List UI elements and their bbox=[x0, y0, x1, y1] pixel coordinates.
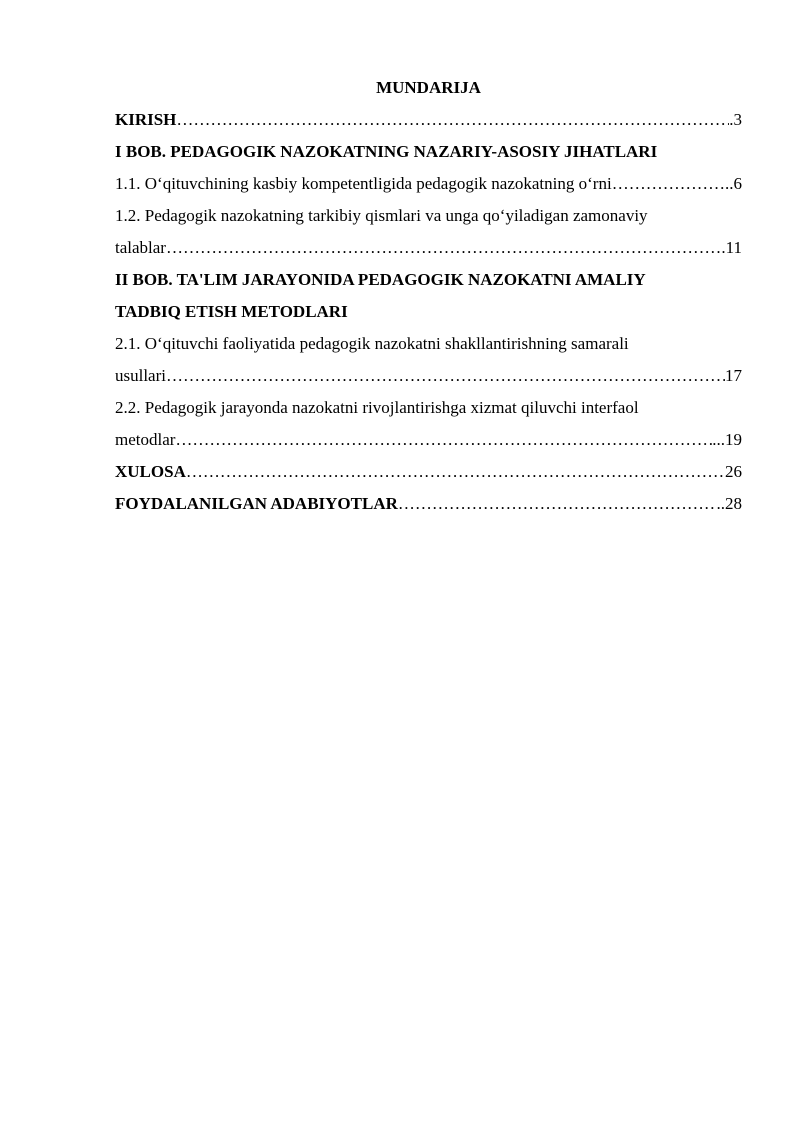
toc-entry-adabiyotlar[interactable] bbox=[115, 488, 742, 520]
toc-chapter-2-heading-line-2[interactable] bbox=[115, 296, 742, 328]
toc-page-number: 26 bbox=[725, 462, 742, 481]
toc-page-number: 6 bbox=[733, 174, 742, 193]
toc-leader-dots bbox=[166, 232, 721, 264]
toc-entry-text: I BOB. PEDAGOGIK NAZOKATNING NAZARIY-ASOSIY JIHATLARI bbox=[115, 142, 658, 161]
toc-title: MUNDARIJA bbox=[376, 78, 481, 97]
toc-entry-text: talablar bbox=[115, 238, 166, 257]
toc-chapter-2-heading-line-1[interactable] bbox=[115, 264, 742, 296]
toc-entry-text: 1.2. Pedagogik nazokatning tarkibiy qismlari va unga qo‘yiladigan zamonaviy bbox=[115, 206, 648, 225]
toc-leader-dots bbox=[398, 488, 717, 520]
toc-leader-end: .. bbox=[716, 494, 725, 513]
toc-entry-2-1-line-1[interactable] bbox=[115, 328, 742, 360]
toc-leader-dots bbox=[186, 456, 725, 488]
toc-leader-dots bbox=[175, 424, 712, 456]
toc-entry-1-2-line-1[interactable] bbox=[115, 200, 742, 232]
toc-entry-text: usullari bbox=[115, 366, 166, 385]
toc-page-number: 3 bbox=[733, 110, 742, 129]
toc-page-number: 17 bbox=[725, 366, 742, 385]
toc-entry-text: KIRISH bbox=[115, 110, 177, 129]
toc-entry-2-2-line-2[interactable] bbox=[115, 424, 742, 456]
toc-page-number: 11 bbox=[725, 238, 742, 257]
toc-page-number: 19 bbox=[725, 430, 742, 449]
table-of-contents bbox=[115, 72, 742, 520]
toc-entry-text: metodlar bbox=[115, 430, 176, 449]
toc-chapter-1-heading[interactable] bbox=[115, 136, 742, 168]
toc-leader-dots bbox=[612, 168, 725, 200]
toc-entry-2-1-line-2[interactable] bbox=[115, 360, 742, 392]
toc-leader-end: ... bbox=[712, 430, 725, 449]
toc-entry-text: FOYDALANILGAN ADABIYOTLAR bbox=[115, 494, 398, 513]
toc-leader-dots bbox=[176, 104, 729, 136]
toc-entry-text: XULOSA bbox=[115, 462, 186, 481]
toc-entry-kirish[interactable] bbox=[115, 104, 742, 136]
toc-leader-end: . bbox=[721, 238, 726, 257]
toc-leader-end: . bbox=[729, 110, 734, 129]
toc-leader-dots bbox=[166, 360, 725, 392]
toc-entry-text: 1.1. O‘qituvchining kasbiy kompetentligida pedagogik nazokatning o‘rni bbox=[115, 174, 612, 193]
toc-entry-xulosa[interactable] bbox=[115, 456, 742, 488]
toc-entry-text: 2.2. Pedagogik jarayonda nazokatni rivojlantirishga xizmat qiluvchi interfaol bbox=[115, 398, 639, 417]
toc-entry-2-2-line-1[interactable] bbox=[115, 392, 742, 424]
toc-entry-1-2-line-2[interactable] bbox=[115, 232, 742, 264]
toc-entry-text: TADBIQ ETISH METODLARI bbox=[115, 302, 348, 321]
toc-page-number: 28 bbox=[725, 494, 742, 513]
toc-leader-end: .. bbox=[725, 174, 734, 193]
toc-entry-text: II BOB. TA'LIM JARAYONIDA PEDAGOGIK NAZOKATNI AMALIY bbox=[115, 270, 646, 289]
toc-entry-text: 2.1. O‘qituvchi faoliyatida pedagogik nazokatni shakllantirishning samarali bbox=[115, 334, 629, 353]
toc-entry-1-1[interactable] bbox=[115, 168, 742, 200]
